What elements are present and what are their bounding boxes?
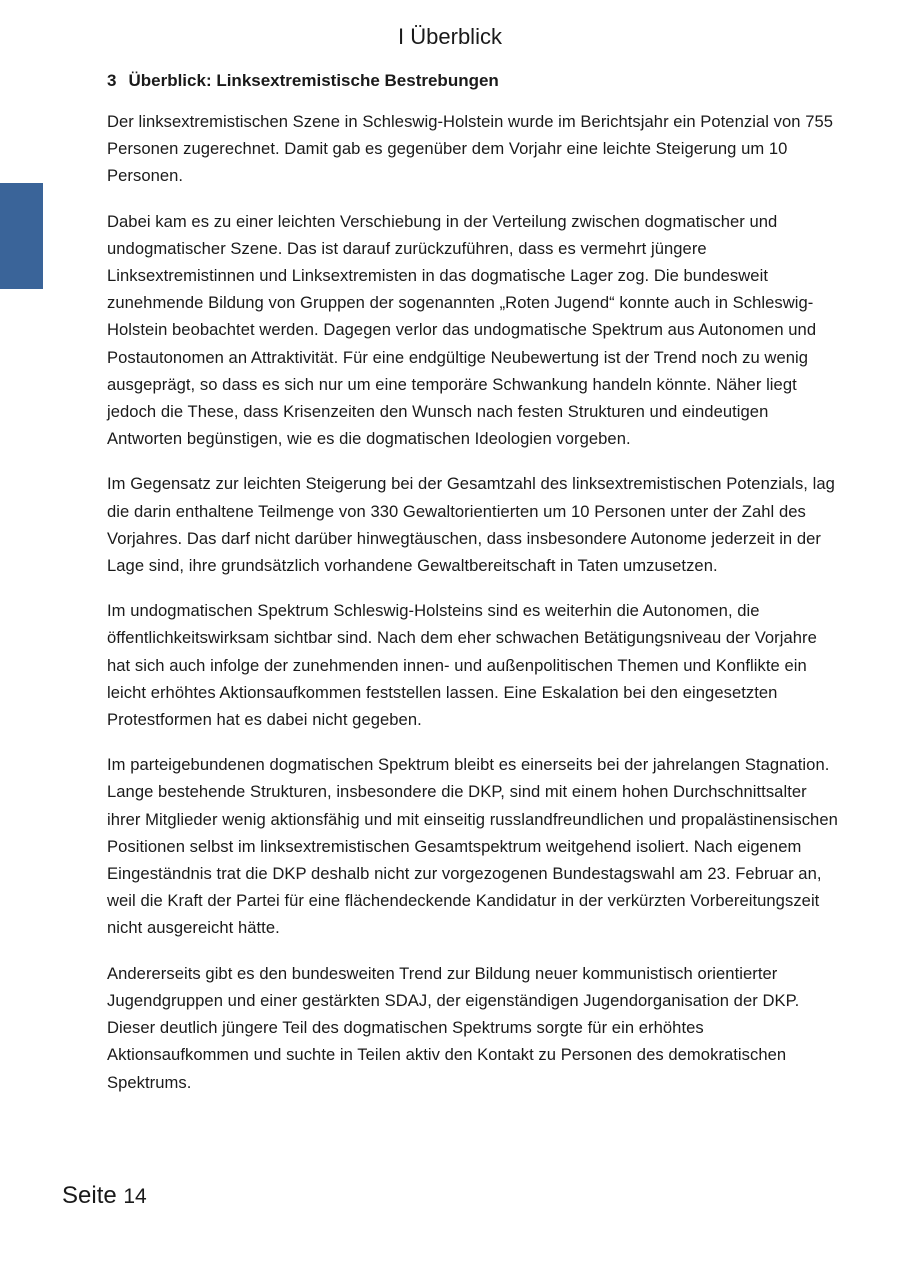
section-number: 3 [107,71,117,90]
page-label: Seite [62,1182,117,1209]
page-number [62,1180,147,1213]
body-paragraph: Im undogmatischen Spektrum Schleswig-Holsteins sind es weiterhin die Autonomen, die öffentlichkeitswirksam sichtbar sind. Nach dem eher schwachen Betätigungsniveau der Vorjahre hat sich auch infolge der zunehmenden innen- und außenpolitischen Themen und Konflikte ein leicht erhöhtes Aktionsaufkommen feststellen lassen. Eine Eskalation bei den eingesetzten Protestformen hat es dabei nicht gegeben. [107,601,817,730]
section-title: Überblick: Linksextremistische Bestrebungen [128,71,499,90]
page-content [107,68,842,1114]
chapter-side-tab [0,183,43,289]
body-paragraph: Andererseits gibt es den bundesweiten Trend zur Bildung neuer kommunistisch orientierter Jugendgruppen und einer gestärkten SDAJ, der eigenständigen Jugendorganisation der DKP. Dieser deutlich jüngere Teil des dogmatischen Spektrums sorgte für ein erhöhtes Aktionsaufkommen und suchte in Teilen aktiv den Kontakt zu Personen des demokratischen Spektrums. [107,963,800,1092]
body-paragraph: Im Gegensatz zur leichten Steigerung bei der Gesamtzahl des linksextremistischen Potenzials, lag die darin enthaltene Teilmenge von 330 Gewaltorientierten um 10 Personen unter der Zahl des Vorjahres. Das darf nicht darüber hinwegtäuschen, dass insbesondere Autonome jederzeit in der Lage sind, ihre grundsätzlich vorhandene Gewaltbereitschaft in Taten umzusetzen. [107,474,835,576]
page-number-value: 14 [123,1185,147,1208]
section-heading [107,68,842,94]
body-paragraph: Dabei kam es zu einer leichten Verschiebung in der Verteilung zwischen dogmatischer und undogmatischer Szene. Das ist darauf zurückzuführen, dass es vermehrt jüngere Linksextremistinnen und Linksextremisten in das dogmatische Lager zog. Die bundesweit zunehmende Bildung von Gruppen der sogenannten „Roten Jugend“ konnte auch in Schleswig-Holstein beobachtet werden. Dagegen verlor das undogmatische Spektrum aus Autonomen und Postautonomen an Attraktivität. Für eine endgültige Neubewertung ist der Trend noch zu wenig ausgeprägt, so dass es sich nur um eine temporäre Schwankung handeln könnte. Näher liegt jedoch die These, dass Krisenzeiten den Wunsch nach festen Strukturen und eindeutigen Antworten begünstigen, wie es die dogmatischen Ideologien vorgeben. [107,211,817,449]
running-header: I Überblick [398,24,502,49]
body-paragraph: Der linksextremistischen Szene in Schleswig-Holstein wurde im Berichtsjahr ein Potenzial von 755 Personen zugerechnet. Damit gab es gegenüber dem Vorjahr eine leichte Steigerung um 10 Personen. [107,112,834,186]
body-paragraph: Im parteigebundenen dogmatischen Spektrum bleibt es einerseits bei der jahrelangen Stagnation. Lange bestehende Strukturen, insbesondere die DKP, sind mit einem hohen Durchschnittsalter ihrer Mitglieder wenig aktionsfähig und mit einseitig russlandfreundlichen und propalästinensischen Positionen selbst im linksextremistischen Gesamtspektrum weitgehend isoliert. Nach eigenem Eingeständnis trat die DKP deshalb nicht zur vorgezogenen Bundestagswahl am 23. Februar an, weil die Kraft der Partei für eine flächendeckende Kandidatur in der verkürzten Vorbereitungszeit nicht ausgereicht hätte. [107,755,838,938]
